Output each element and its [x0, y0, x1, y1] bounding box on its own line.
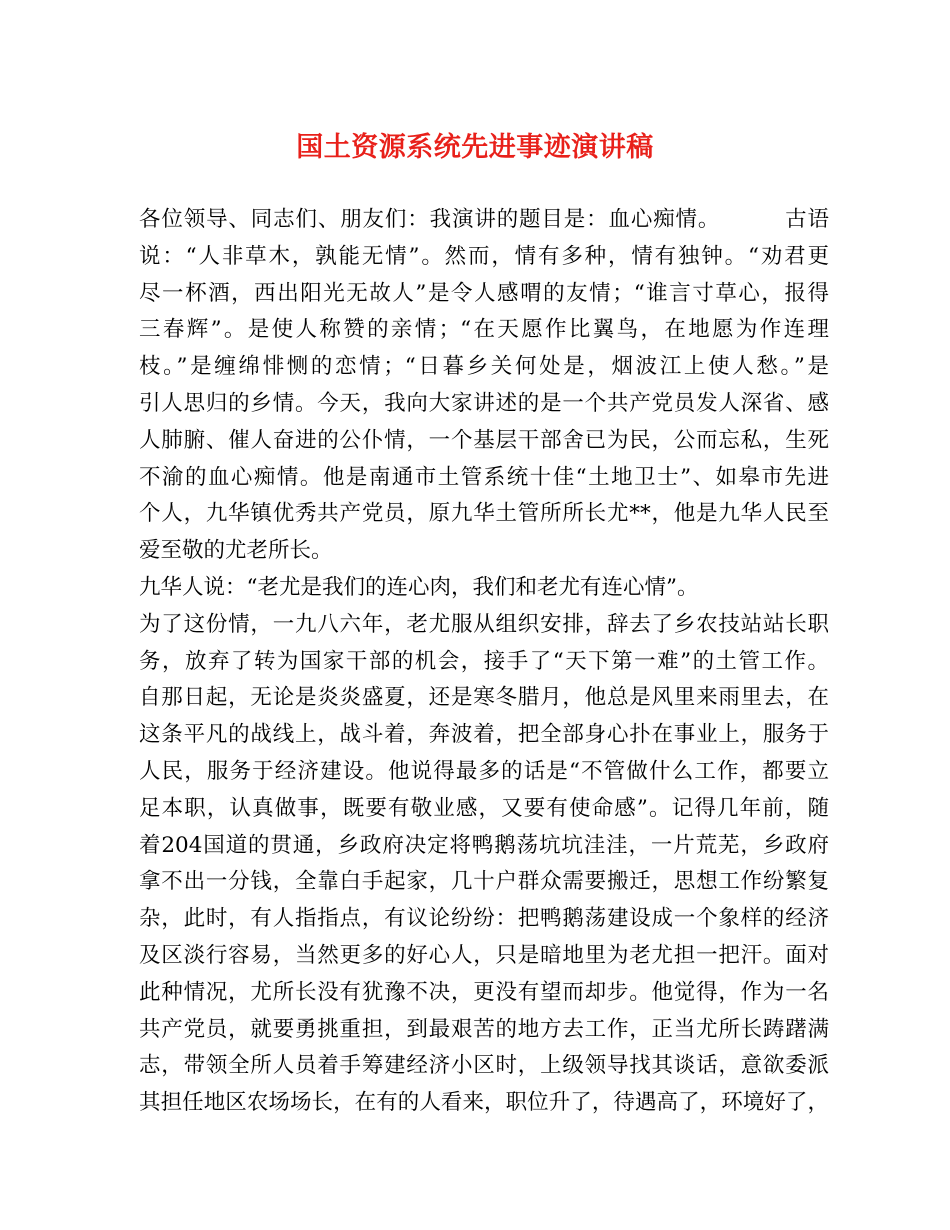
text-line: 着204国道的贯通，乡政府决定将鸭鹅荡坑坑洼洼，一片荒芜，乡政府 [139, 832, 829, 858]
text-line: 及区淡行容易，当然更多的好心人，只是暗地里为老尤担一把汗。面对 [139, 942, 829, 968]
text-line: 杂，此时，有人指指点，有议论纷纷：把鸭鹅荡建设成一个象样的经济 [139, 906, 829, 932]
document-title: 国土资源系统先进事迹演讲稿 [296, 132, 654, 163]
text-line: 人民，服务于经济建设。他说得最多的话是“不管做什么工作，都要立 [139, 758, 829, 784]
text-line: 九华人说：“老尤是我们的连心肉，我们和老尤有连心情”。 [139, 574, 699, 600]
text-line: 三春辉”。是使人称赞的亲情；“在天愿作比翼鸟，在地愿为作连理 [139, 317, 829, 343]
text-line: 引人思归的乡情。今天，我向大家讲述的是一个共产党员发人深省、感 [139, 390, 829, 416]
text-line: 这条平凡的战线上，战斗着，奔波着，把全部身心扑在事业上，服务于 [139, 722, 829, 748]
text-line: 拿不出一分钱，全靠白手起家，几十户群众需要搬迁，思想工作纷繁复 [139, 869, 829, 895]
text-line: 共产党员，就要勇挑重担，到最艰苦的地方去工作，正当尤所长踌躇满 [139, 1016, 829, 1042]
text-line: 尽一杯酒，西出阳光无故人”是令人感喟的友情；“谁言寸草心，报得 [139, 280, 829, 306]
text-segment: 古语 [784, 207, 829, 232]
text-line: 务，放弃了转为国家干部的机会，接手了“天下第一难”的土管工作。 [139, 648, 829, 674]
text-line: 人肺腑、催人奋进的公仆情，一个基层干部舍已为民，公而忘私，生死 [139, 427, 829, 453]
text-segment: 各位领导、同志们、朋友们：我演讲的题目是：血心痴情。 [139, 207, 721, 232]
text-line: 说：“人非草木，孰能无情”。然而，情有多种，情有独钟。“劝君更 [139, 243, 829, 269]
text-line: 足本职，认真做事，既要有敬业感，又要有使命感”。记得几年前，随 [139, 795, 829, 821]
text-line: 爱至敬的尤老所长。 [139, 538, 333, 564]
text-line: 为了这份情，一九八六年，老尤服从组织安排，辞去了乡农技站站长职 [139, 611, 829, 637]
text-line: 此种情况，尤所长没有犹豫不决，更没有望而却步。他觉得，作为一名 [139, 979, 829, 1005]
text-line: 其担任地区农场场长，在有的人看来，职位升了，待遇高了，环境好了， [139, 1090, 829, 1116]
document-body [139, 202, 829, 1122]
text-line: 自那日起，无论是炎炎盛夏，还是寒冬腊月，他总是风里来雨里去，在 [139, 685, 829, 711]
text-line: 不渝的血心痴情。他是南通市土管系统十佳“土地卫士”、如皋市先进 [139, 464, 829, 490]
text-line: 志，带领全所人员着手筹建经济小区时，上级领导找其谈话，意欲委派 [139, 1053, 829, 1079]
text-line [139, 202, 829, 239]
text-line: 枝。”是缠绵悱恻的恋情；“日暮乡关何处是，烟波江上使人愁。”是 [139, 354, 829, 380]
text-line: 个人，九华镇优秀共产党员，原九华土管所所长尤**，他是九华人民至 [139, 501, 829, 527]
